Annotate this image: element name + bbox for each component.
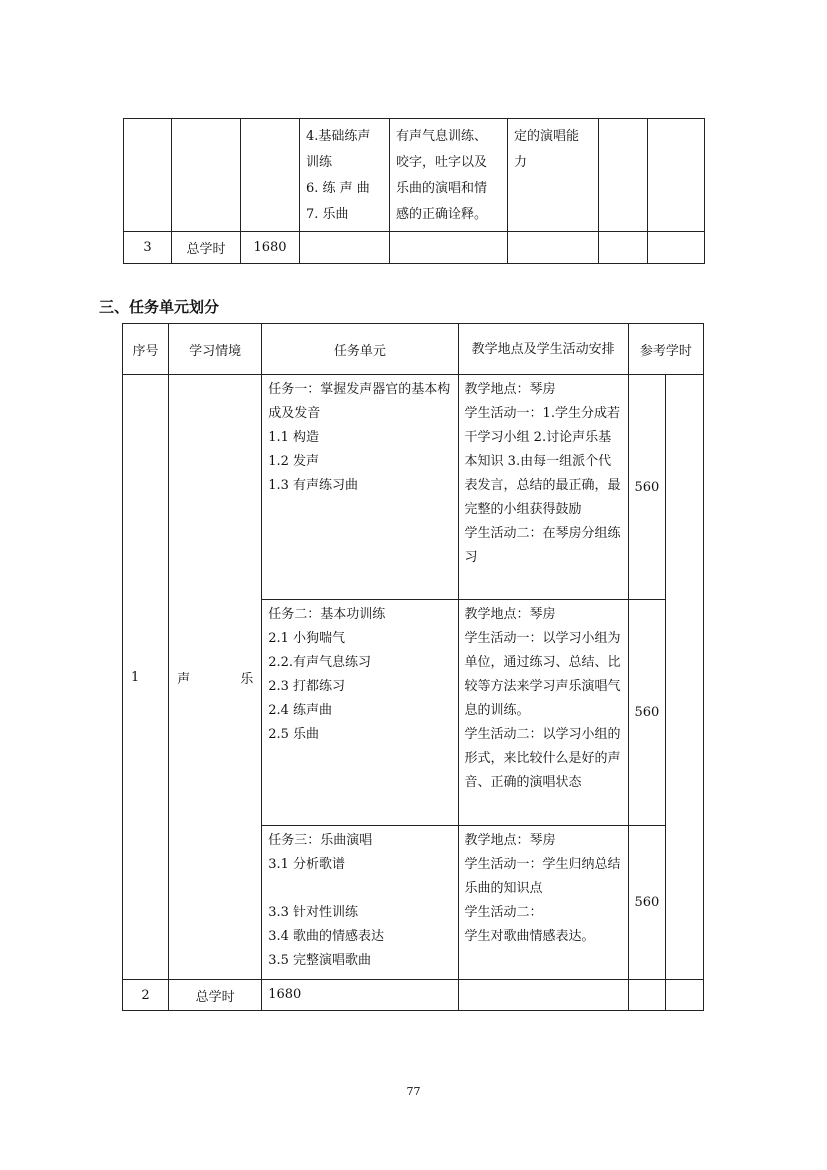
cell-line: 4.基础练声: [306, 129, 371, 144]
task-item: 3.1 分析歌谱: [268, 857, 346, 872]
task-item: 2.4 练声曲: [268, 703, 333, 718]
task-item: 2.5 乐曲: [268, 727, 320, 742]
teaching-place: 教学地点：琴房: [464, 382, 556, 397]
cell-line: 定的演唱能: [514, 129, 580, 144]
row-number: 3: [124, 232, 172, 264]
activity-text: 学生活动二：在琴房分组练习: [464, 526, 621, 565]
table-cell: [390, 119, 508, 232]
task-unit-cell: [262, 826, 458, 980]
table-header-row: [123, 324, 704, 375]
task-title: 任务一：掌握发声器官的基本构成及发音: [268, 382, 451, 421]
table-cell: [124, 119, 172, 232]
header-situation: 学习情境: [169, 324, 262, 375]
task-item: 1.1 构造: [268, 430, 320, 445]
table-cell: [300, 119, 390, 232]
situation-char: 乐: [240, 671, 254, 687]
table-row: [123, 375, 704, 600]
task-item: 2.3 打都练习: [268, 679, 346, 694]
table-cell: [599, 232, 648, 264]
total-hours-value: 1680: [262, 980, 458, 1011]
previous-table-continuation: [123, 118, 705, 264]
table-cell: [648, 232, 705, 264]
activity-text: 学生活动一：1.学生分成若干学习小组 2.讨论声乐基本知识 3.由每一组派个代表发言，总结的最正确，最完整的小组获得鼓励: [464, 406, 621, 517]
task-unit-cell: [262, 375, 458, 600]
cell-line: 6. 练 声 曲: [306, 181, 370, 196]
activity-text: 学生活动一：以学习小组为单位，通过练习、总结、比较等方法来学习声乐演唱气息的训练。: [464, 631, 621, 718]
total-hours-label: 总学时: [172, 232, 241, 264]
row-number: 2: [123, 980, 169, 1011]
page-number: 77: [406, 1085, 421, 1098]
table-cell: [628, 980, 665, 1011]
table-cell: [508, 119, 599, 232]
cell-line: 力: [514, 155, 528, 170]
teaching-place: 教学地点：琴房: [464, 833, 556, 848]
table-row: [124, 232, 705, 264]
activity-cell: [458, 826, 628, 980]
activity-text: 学生活动二：: [464, 905, 543, 920]
section-title: 三、任务单元划分: [99, 298, 220, 316]
cell-line: 乐曲的演唱和情: [396, 181, 488, 196]
table-cell: [648, 119, 705, 232]
task-item: 2.2.有声气息练习: [268, 655, 372, 670]
table-cell: [172, 119, 241, 232]
situation-cell: [169, 375, 262, 980]
table-cell: [599, 119, 648, 232]
cell-line: 有声气息训练、: [396, 129, 488, 144]
header-hours: 参考学时: [628, 324, 703, 375]
header-place: 教学地点及学生活动安排: [458, 324, 628, 375]
hours-cell: 560: [628, 600, 665, 826]
task-unit-cell: [262, 600, 458, 826]
hours-cell: 560: [628, 826, 665, 980]
header-no: 序号: [123, 324, 169, 375]
task-title: 任务二：基本功训练: [268, 607, 386, 622]
total-hours-label: 总学时: [169, 980, 262, 1011]
cell-line: 感的正确诠释。: [396, 207, 488, 222]
table-cell: [390, 232, 508, 264]
task-item: 1.3 有声练习曲: [268, 478, 359, 493]
table-cell: [458, 980, 628, 1011]
table-row: [124, 119, 705, 232]
activity-cell: [458, 375, 628, 600]
table-cell: [241, 119, 300, 232]
task-title: 任务三：乐曲演唱: [268, 833, 373, 848]
activity-text: 学生对歌曲情感表达。: [464, 929, 595, 944]
table-cell: [665, 980, 703, 1011]
activity-text: 学生活动二：以学习小组的形式，来比较什么是好的声音、正确的演唱状态: [464, 727, 621, 790]
header-unit: 任务单元: [262, 324, 458, 375]
task-item: [268, 877, 451, 901]
task-item: 1.2 发声: [268, 454, 320, 469]
table-cell: [300, 232, 390, 264]
table-row: [123, 980, 704, 1011]
activity-cell: [458, 600, 628, 826]
hours-cell: 560: [628, 375, 665, 600]
task-item: 3.5 完整演唱歌曲: [268, 953, 372, 968]
teaching-place: 教学地点：琴房: [464, 607, 556, 622]
activity-text: 学生活动一：学生归纳总结乐曲的知识点: [464, 857, 621, 896]
task-item: 2.1 小狗喘气: [268, 631, 346, 646]
cell-line: 训练: [306, 155, 333, 170]
table-cell: [665, 375, 703, 980]
task-item: 3.3 针对性训练: [268, 905, 359, 920]
situation-char: 声: [177, 671, 191, 687]
cell-line: 7. 乐曲: [306, 207, 349, 222]
table-cell: [508, 232, 599, 264]
cell-line: 咬字，吐字以及: [396, 155, 488, 170]
task-item: 3.4 歌曲的情感表达: [268, 929, 385, 944]
total-hours-value: 1680: [241, 232, 300, 264]
row-number: 1: [123, 375, 169, 980]
task-unit-table: [122, 323, 704, 1011]
